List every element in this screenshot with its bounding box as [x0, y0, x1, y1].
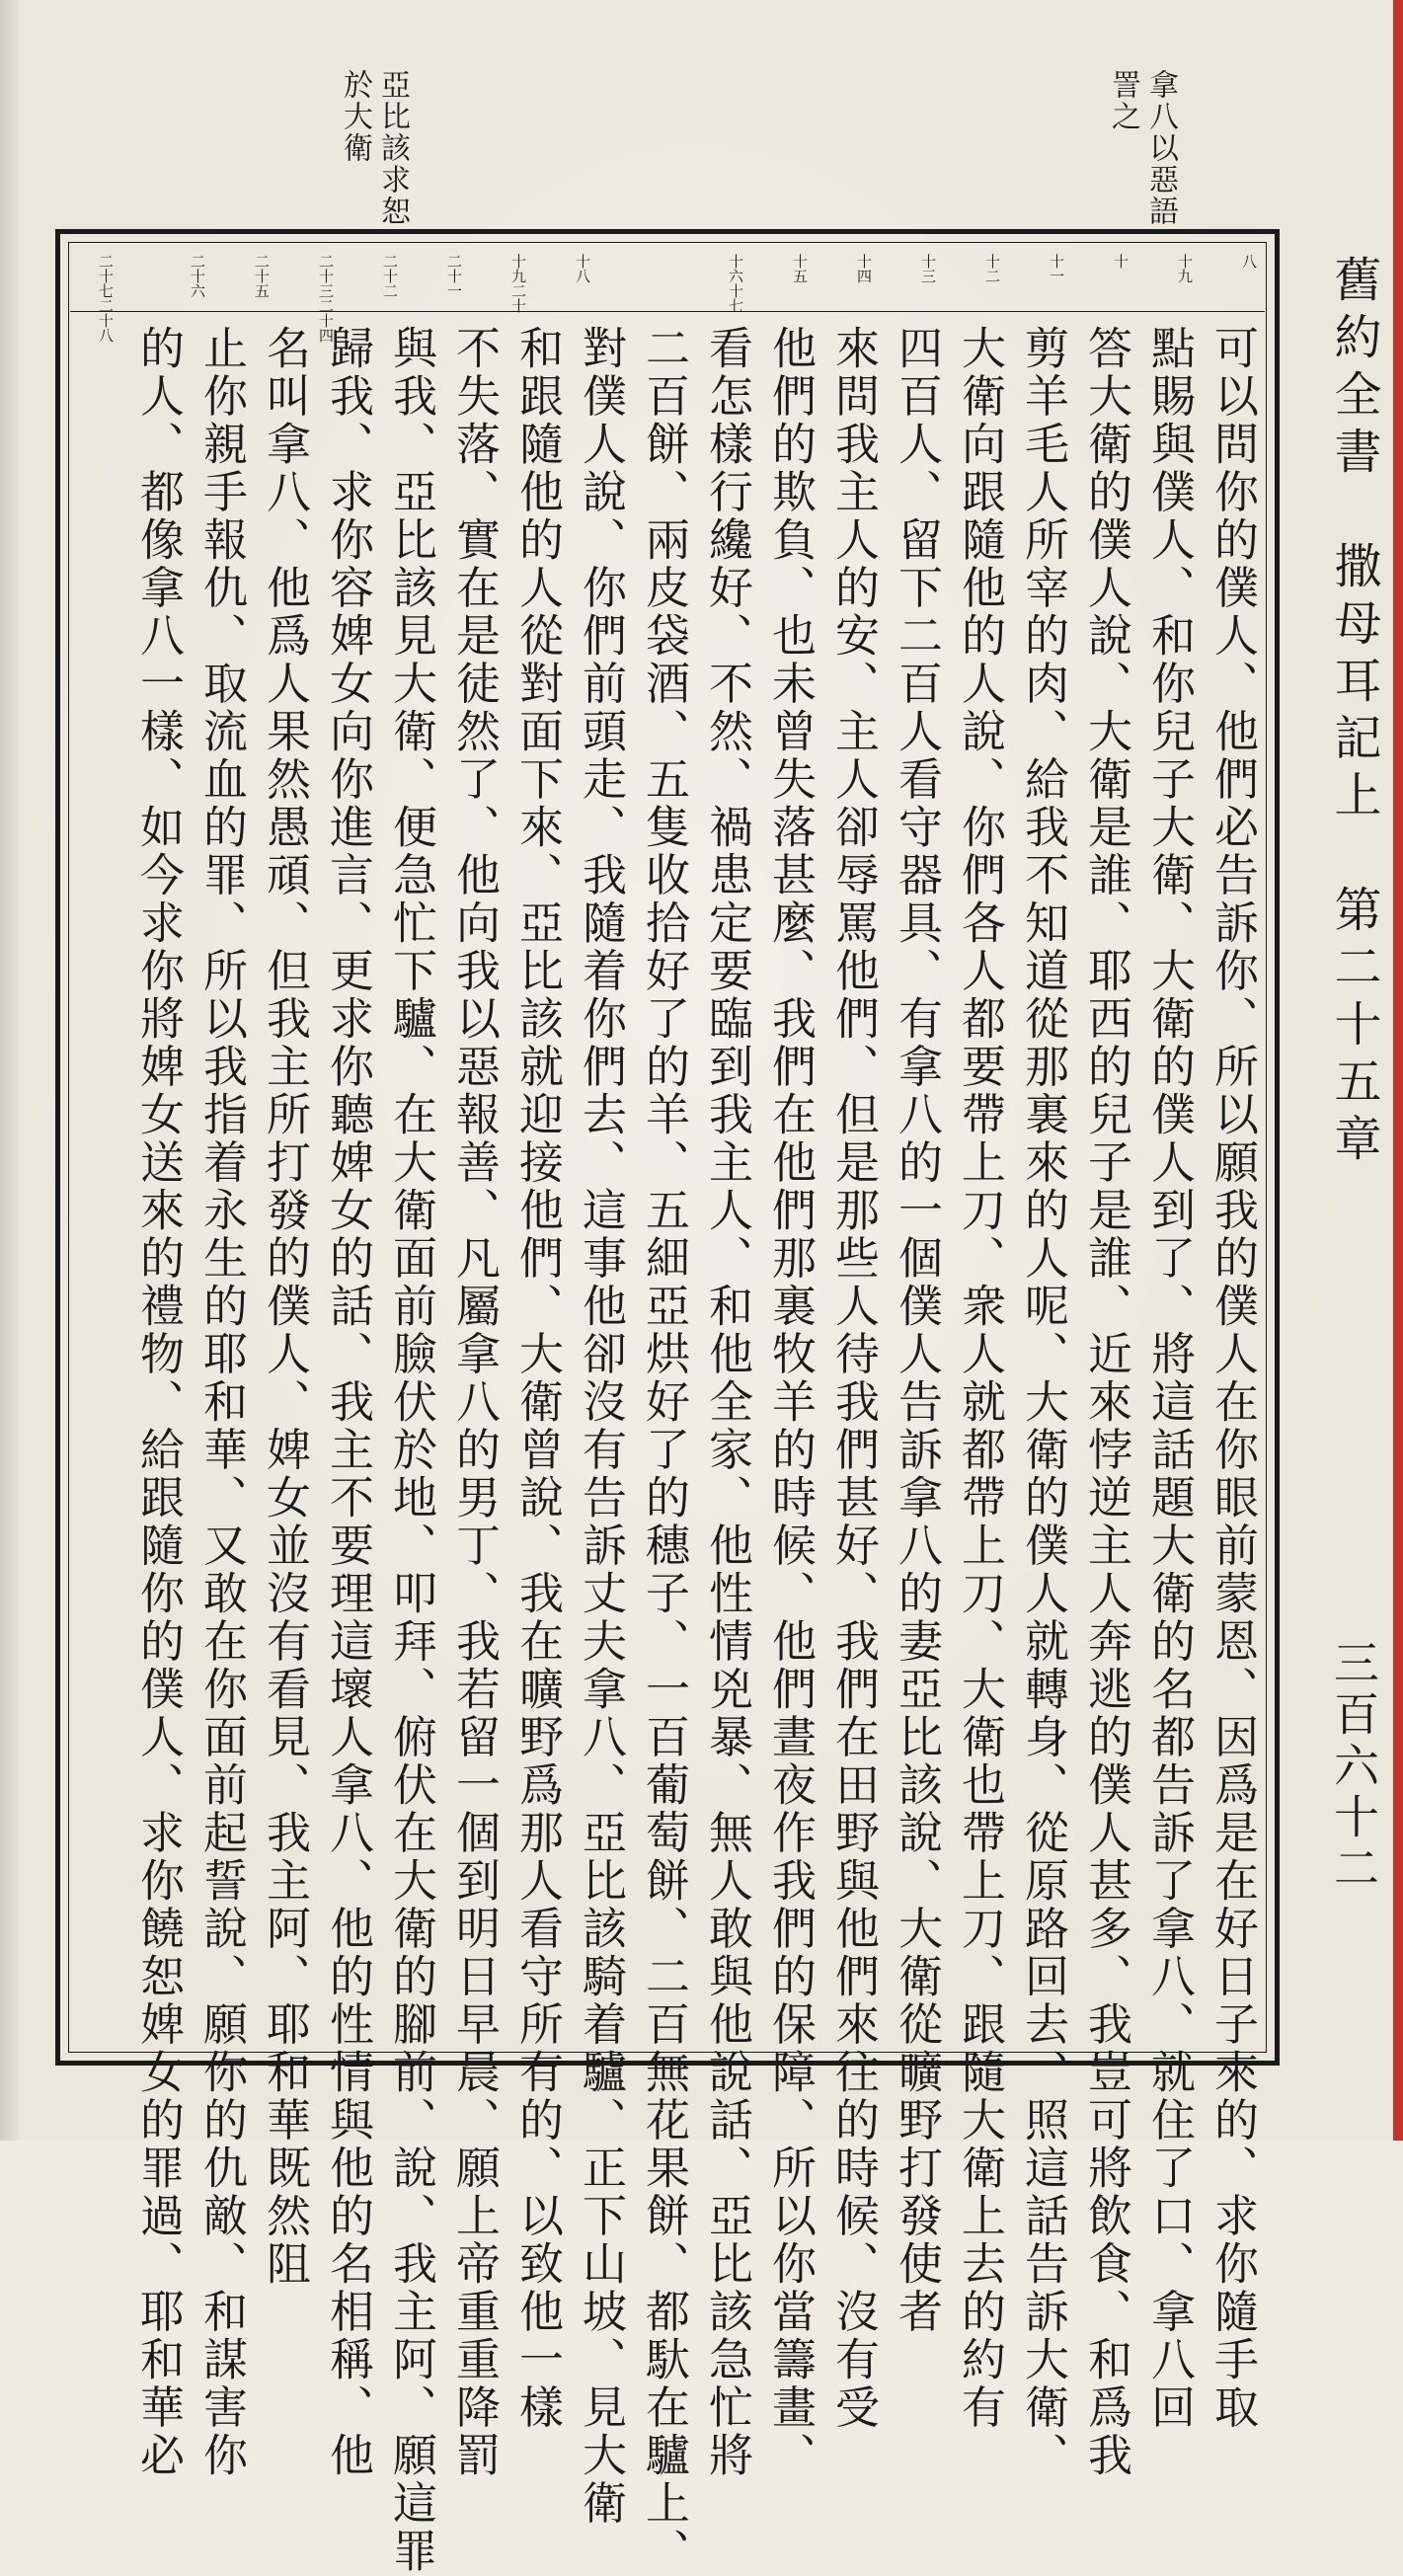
text-column: 與我、亞比該見大衛、便急忙下驢、在大衛面前臉伏於地、叩拜、俯伏在大衛的腳前、說、我主阿、願這罪: [385, 325, 437, 2576]
text-column: 大衛向跟隨他的人說、你們各人都要帶上刀、衆人就都帶上刀、大衛也帶上刀、跟隨大衛上去的約有: [954, 325, 1006, 2432]
verse-number: 二十五: [253, 254, 271, 298]
verse-number: 十三: [919, 254, 937, 283]
margin-note-right: 拿八以惡語詈之: [1106, 69, 1178, 227]
margin-note-left: 亞比該求恕於大衛: [338, 69, 410, 227]
text-column: 四百人、留下二百人看守器具、有拿八的一個僕人告訴拿八的妻亞比該說、大衛從曠野打發使者: [891, 325, 943, 2336]
book-name: 撒母耳記上: [1326, 541, 1381, 827]
text-column: 和跟隨他的人從對面下來、亞比該就迎接他們、大衛曾說、我在曠野爲那人看守所有的、以致他一樣: [511, 325, 564, 2432]
binding-shadow: [0, 0, 22, 2141]
text-column: 對僕人說、你們前頭走、我隨着你們去、這事他卻沒有告訴丈夫拿八、亞比該騎着驢、正下山坡、見大衛: [575, 325, 627, 2528]
text-column: 的人、都像拿八一樣、如今求你將婢女送來的禮物、給跟隨你的僕人、求你饒恕婢女的罪過、耶和華必: [132, 325, 185, 2480]
chapter-label: 第二十五章: [1326, 885, 1381, 1171]
verse-number: 十五: [791, 254, 809, 283]
verse-number: 二十二: [381, 254, 399, 298]
verse-number: 八: [1240, 254, 1258, 269]
verse-number: 十: [1112, 254, 1130, 269]
text-column: 剪羊毛人所宰的肉、給我不知道從那裏來的人呢、大衛的僕人就轉身、從原路回去、照這話告訴大衛、: [1017, 325, 1069, 2480]
text-column: 點賜與僕人、和你兒子大衛、大衛的僕人到了、將這話題大衛的名都告訴了拿八、就住了口、拿八回: [1143, 325, 1196, 2432]
verse-number: 二十六: [189, 254, 206, 298]
text-column: 看怎樣行纔好、不然、禍患定要臨到我主人、和他全家、他性情兇暴、無人敢與他說話、亞比該急忙將: [701, 325, 753, 2480]
text-column: 可以問你的僕人、他們必告訴你、所以願我的僕人在你眼前蒙恩、因爲是在好日子來的、求你隨手取: [1207, 325, 1259, 2432]
text-column: 來問我主人的安、主人卻辱罵他們、但是那些人待我們甚好、我們在田野與他們來往的時候、沒有受: [827, 325, 880, 2432]
text-body: [70, 315, 1265, 2576]
book-title: 舊約全書: [1326, 255, 1381, 484]
red-page-edge: [1393, 0, 1403, 2141]
text-column: 名叫拿八、他爲人果然愚頑、但我主所打發的僕人、婢女並沒有看見、我主阿、耶和華既然阻: [259, 325, 311, 2289]
verse-number: 二十七二十八: [97, 254, 115, 343]
text-column: 歸我、求你容婢女向你進言、更求你聽婢女的話、我主不要理這壞人拿八、他的性情與他的名相稱、他: [322, 325, 374, 2480]
text-frame: [55, 229, 1280, 2576]
verse-number: 十九二十: [509, 254, 527, 313]
text-column: 他們的欺負、也未曾失落甚麼、我們在他們那裏牧羊的時候、他們晝夜作我們的保障、所以你當籌畫、: [764, 325, 817, 2480]
verse-number: 二十三二十四: [317, 254, 335, 343]
running-header: [1324, 255, 1383, 1171]
text-column: 答大衛的僕人說、大衛是誰、耶西的兒子是誰、近來悖逆主人奔逃的僕人甚多、我豈可將飲食、和爲我: [1080, 325, 1132, 2480]
verse-number: 二十一: [445, 254, 463, 298]
verse-number: 十六十七: [727, 254, 744, 313]
verse-number: 十二: [983, 254, 1001, 283]
text-column: 二百餅、兩皮袋酒、五隻收拾好了的羊、五細亞烘好了的穗子、一百葡萄餅、二百無花果餅、都馱在驢上、: [638, 325, 690, 2576]
verse-number-band: [70, 250, 1265, 343]
page-number: 三百六十二: [1327, 1639, 1380, 1896]
text-column: 不失落、實在是徒然了、他向我以惡報善、凡屬拿八的男丁、我若留一個到明日早晨、願上帝重重降罰: [448, 325, 501, 2480]
verse-number: 十八: [574, 254, 591, 283]
text-column: 止你親手報仇、取流血的罪、所以我指着永生的耶和華、又敢在你面前起誓說、願你的仇敵、和謀害你: [195, 325, 248, 2480]
verse-number: 十四: [855, 254, 873, 283]
verse-number: 十九: [1176, 254, 1194, 283]
verse-number: 十一: [1048, 254, 1065, 283]
